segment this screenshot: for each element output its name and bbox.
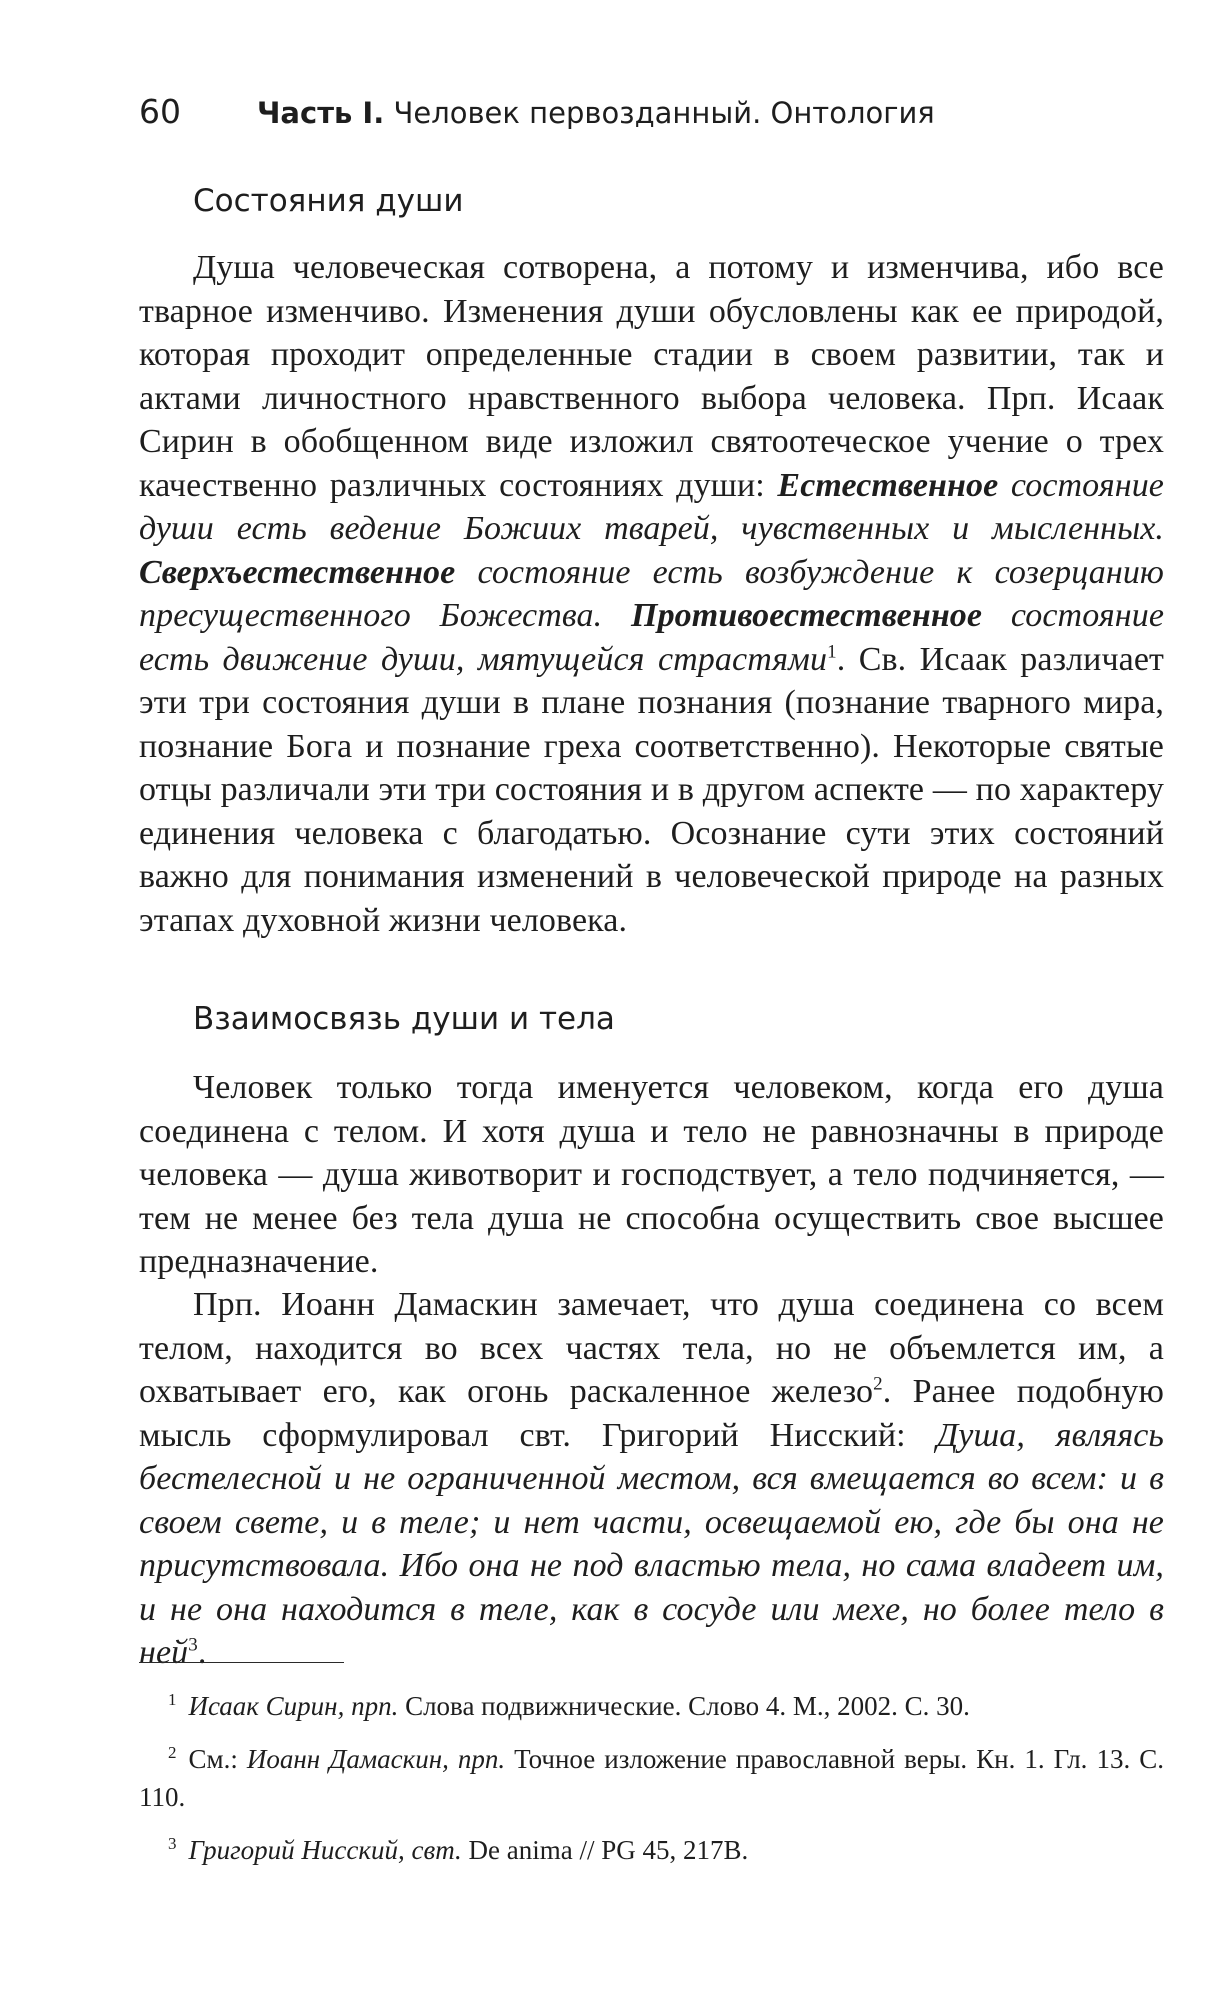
footnote-author: Иоанн Дамаскин, прп. [246,1744,506,1774]
quote-run: состояние души есть ведение Божиих тварей, чувственных и мысленных. [139,466,1164,547]
text-run: Прп. Иоанн Дамаскин замечает, что душа соединена со всем телом, находится во всех частях тела, но не объемлется им, а охватывает его, как огонь раскаленное железо [139,1286,1164,1410]
page-number: 60 [139,92,181,131]
quote-run: состояние есть возбуждение к созерцанию пресущественного Божества. [139,553,1164,634]
footnote-number: 1 [168,1690,177,1709]
footnote-number: 3 [168,1834,177,1853]
text-run: . [197,1634,207,1671]
footnote-author: Григорий Нисский, свт. [188,1835,462,1865]
footnote-1 [139,1687,1164,1725]
footnote-divider [139,1662,344,1663]
text-run: Душа человеческая сотворена, а потому и изменчива, ибо все тварное изменчиво. Изменения души обусловлены как ее природой, которая проходит определенные стадии в своем развитии, так и актами личностного нравственного выбора человека. Прп. Исаак Сирин в обобщенном виде изложил святоотеческое учение о трех качественно различных состояниях души: [139,249,1164,504]
footnote-ref-3[interactable]: 3 [188,1634,198,1656]
text-run: . Св. Исаак различает эти три состояния души в плане познания (познание тварного мира, познание Бога и познание греха соответственно). Некоторые святые отцы различали эти три состояния и в другом аспекте — по характеру единения человека с благодатью. Осознание сути этих состояний важно для понимания изменений в человеческой природе на разных этапах духовной жизни человека. [139,640,1165,939]
paragraph-soul-body-2 [139,1283,1164,1675]
section-heading-soul-body: Взаимосвязь души и тела [193,1001,615,1037]
running-header [139,92,935,133]
footnote-text: Точное изложение православной веры. Кн. 1. Гл. 13. С. 110. [139,1744,1164,1812]
paragraph-soul-states [139,246,1164,942]
footnote-text: Слова подвижнические. Слово 4. М., 2002. С. 30. [398,1691,970,1721]
part-label: Часть I. [257,96,385,130]
quote-run: Душа, являясь бестелесной и не ограниченной местом, вся вмещается во всем: и в своем свете, и в теле; и нет части, освещаемой ею, где бы она не присутствовала. Ибо она не под властью тела, но сама владеет им, и не она находится в теле, как в сосуде или мехе, но более тело в ней [139,1416,1164,1671]
section-heading-soul-states: Состояния души [193,183,464,219]
term-natural: Естественное [777,466,999,504]
footnote-number: 2 [168,1743,177,1762]
footnote-ref-2[interactable]: 2 [873,1373,883,1395]
text-run: . Ранее подобную мысль сформулировал свт. Григорий Нисский: [139,1373,1164,1454]
part-title: Человек первозданный. Онтология [393,96,935,130]
footnote-ref-1[interactable]: 1 [827,641,837,663]
footnote-2 [139,1740,1164,1816]
footnote-prefix: См.: [188,1744,247,1774]
term-unnatural: Противоестественное [631,597,983,634]
footnote-text: De anima // PG 45, 217В. [461,1835,749,1865]
footnote-3 [139,1831,1164,1869]
paragraph-soul-body-1: Человек только тогда именуется человеком, когда его душа соединена с телом. И хотя душа и тело не равнозначны в природе человека — душа животворит и господствует, а тело подчиняется, — тем не менее без тела душа не способна осуществить свое высшее предназначение. [139,1069,1164,1280]
quote-run: состояние есть движение души, мятущейся страстями [139,597,1165,678]
footnote-author: Исаак Сирин, прп. [188,1691,399,1721]
term-supernatural: Сверхъестественное [139,553,456,591]
